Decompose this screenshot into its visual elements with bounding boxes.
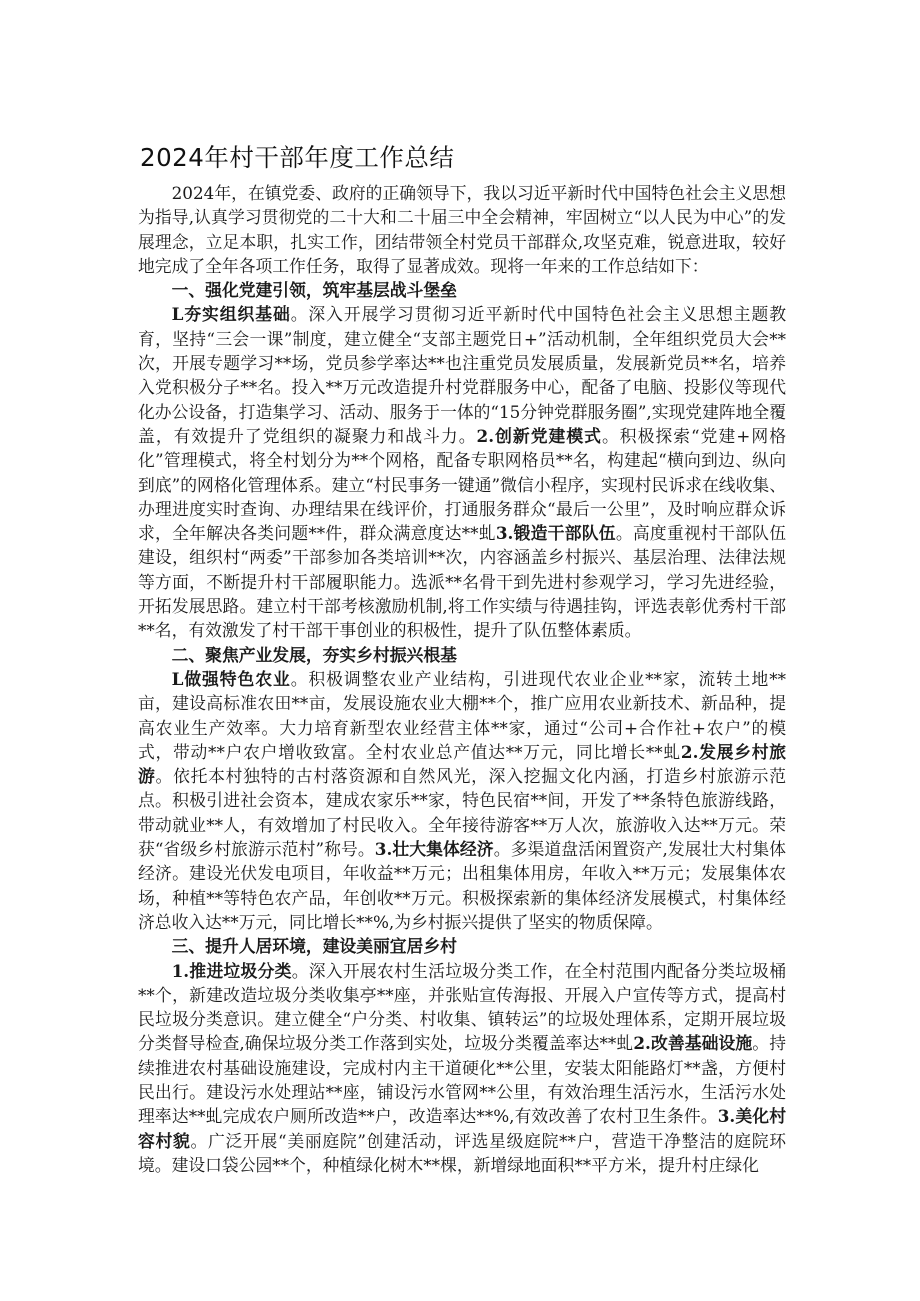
item-text-infrastructure: 。持续推进农村基础设施建设，完成村内主干道硬化**公里，安装太阳能路灯**盏，方便村民出行。建设污水处理站**座，铺设污水管网**公里，有效治理生活污水，生活污水处理率达**虬完成农户厕所改造**户，改造率达**%,有效改善了农村卫生条件。: [138, 1033, 786, 1127]
item-lead-village-appearance: 3.美化村容村貌: [138, 1106, 786, 1151]
intro-paragraph: 2024年，在镇党委、政府的正确领导下，我以习近平新时代中国特色社会主义思想为指导,认真学习贯彻党的二十大和二十届三中全会精神，牢固树立“以人民为中心”的发展理念，立足本职，扎实工作，团结带领全村党员干部群众,攻坚克难，锐意进取，较好地完成了全年各项工作任务，取得了显著成效。现将一年来的工作总结如下：: [138, 183, 786, 276]
item-text-tourism: 。依托本村独特的古村落资源和自然风光，深入挖掘文化内涵，打造乡村旅游示范点。积极引进社会资本，建成农家乐**家，特色民宿**间，开发了**条特色旅游线路，带动就业**人，有效增加了村民收入。全年接待游客**万人次，旅游收入达**万元。荣获“省级乡村旅游示范村”称号。: [138, 766, 786, 860]
item-text-collective-economy: 。多渠道盘活闲置资产,发展壮大村集体经济。建设光伏发电项目，年收益**万元；出租集体用房，年收入**万元；发展集体农场，种植**等特色农产品，年创收**万元。积极探索新的集体经济发展模式，村集体经济总收入达**万元，同比增长**%,为乡村振兴提供了坚实的物质保障。: [138, 839, 786, 932]
item-lead-agriculture: L做强特色农业: [171, 668, 291, 689]
item-text-garbage-sorting: 。深入开展农村生活垃圾分类工作，在全村范围内配备分类垃圾桶**个，新建改造垃圾分类收集亭**座，并张贴宣传海报、开展入户宣传等方式，提高村民垃圾分类意识。建立健全“户分类、村收集、镇转运”的垃圾处理体系，定期开展垃圾分类督导检查,确保垃圾分类工作落到实处，垃圾分类覆盖率达**虬: [138, 960, 786, 1054]
item-text-village-appearance: 。广泛开展“美丽庭院”创建活动，评选星级庭院**户，营造干净整洁的庭院环境。建设口袋公园**个，种植绿化树木**棵，新增绿地面积**平方米，提升村庄绿化: [138, 1130, 786, 1175]
item-lead-tourism: 2.发展乡村旅游: [138, 741, 786, 787]
item-lead-garbage-sorting: 1.推进垃圾分类: [171, 960, 292, 981]
document-title: 2024年村干部年度工作总结: [140, 143, 455, 172]
section-heading-party-building: 一、强化党建引领，筑牢基层战斗堡垒: [171, 280, 457, 301]
item-lead-party-model: 2.创新党建模式: [476, 425, 602, 446]
section-paragraph-environment: [138, 959, 786, 1178]
item-lead-collective-economy: 3.壮大集体经济: [374, 839, 494, 860]
item-lead-organization: L夯实组织基础: [171, 304, 291, 325]
section-heading-environment: 三、提升人居环境，建设美丽宜居乡村: [171, 936, 457, 957]
section-heading-industry: 二、聚焦产业发展，夯实乡村振兴根基: [171, 644, 457, 665]
item-text-organization: 。深入开展学习贯彻习近平新时代中国特色社会主义思想主题教育，坚持“三会一课”制度，建立健全“支部主题党日+”活动机制，全年组织党员大会**次，开展专题学习**场，党员参学率达**也注重党员发展质量，发展新党员**名，培养入党积极分子**名。投入**万元改造提升村党群服务中心，配备了电脑、投影仪等现代化办公设备，打造集学习、活动、服务于一体的“15分钟党群服务圈”,实现党建阵地全覆盖，有效提升了党组织的凝聚力和战斗力。: [138, 304, 786, 446]
item-lead-cadre-team: 3.锻造干部队伍: [495, 523, 616, 544]
item-lead-infrastructure: 2.改善基础设施: [633, 1033, 753, 1054]
item-text-agriculture: 。积极调整农业产业结构，引进现代农业企业**家，流转土地**亩，建设高标准农田**亩，发展设施农业大棚**个，推广应用农业新技术、新品种，提高农业生产效率。大力培育新型农业经营主体**家，通过“公司+合作社+农户”的模式，带动**户农户增收致富。全村农业总产值达**万元，同比增长**虬: [138, 668, 786, 762]
document-body: [138, 181, 786, 1177]
item-text-cadre-team: 。高度重视村干部队伍建设，组织村“两委”干部参加各类培训**次，内容涵盖乡村振兴、基层治理、法律法规等方面，不断提升村干部履职能力。选派**名骨干到先进村参观学习，学习先进经验，开拓发展思路。建立村干部考核激励机制,将工作实绩与待遇挂钩，评选表彰优秀村干部**名，有效激发了村干部干事创业的积极性，提升了队伍整体素质。: [138, 523, 786, 641]
section-paragraph-industry: [138, 667, 786, 934]
item-text-party-model: 。积极探索“党建+网格化”管理模式，将全村划分为**个网格，配备专职网格员**名，构建起“横向到边、纵向到底”的网格化管理体系。建立“村民事务一键通”微信小程序，实现村民诉求在线收集、办理进度实时查询、办理结果在线评价，打通服务群众“最后一公里”，及时响应群众诉求，全年解决各类问题**件，群众满意度达**虬: [138, 425, 786, 544]
section-paragraph-party-building: [138, 302, 786, 642]
